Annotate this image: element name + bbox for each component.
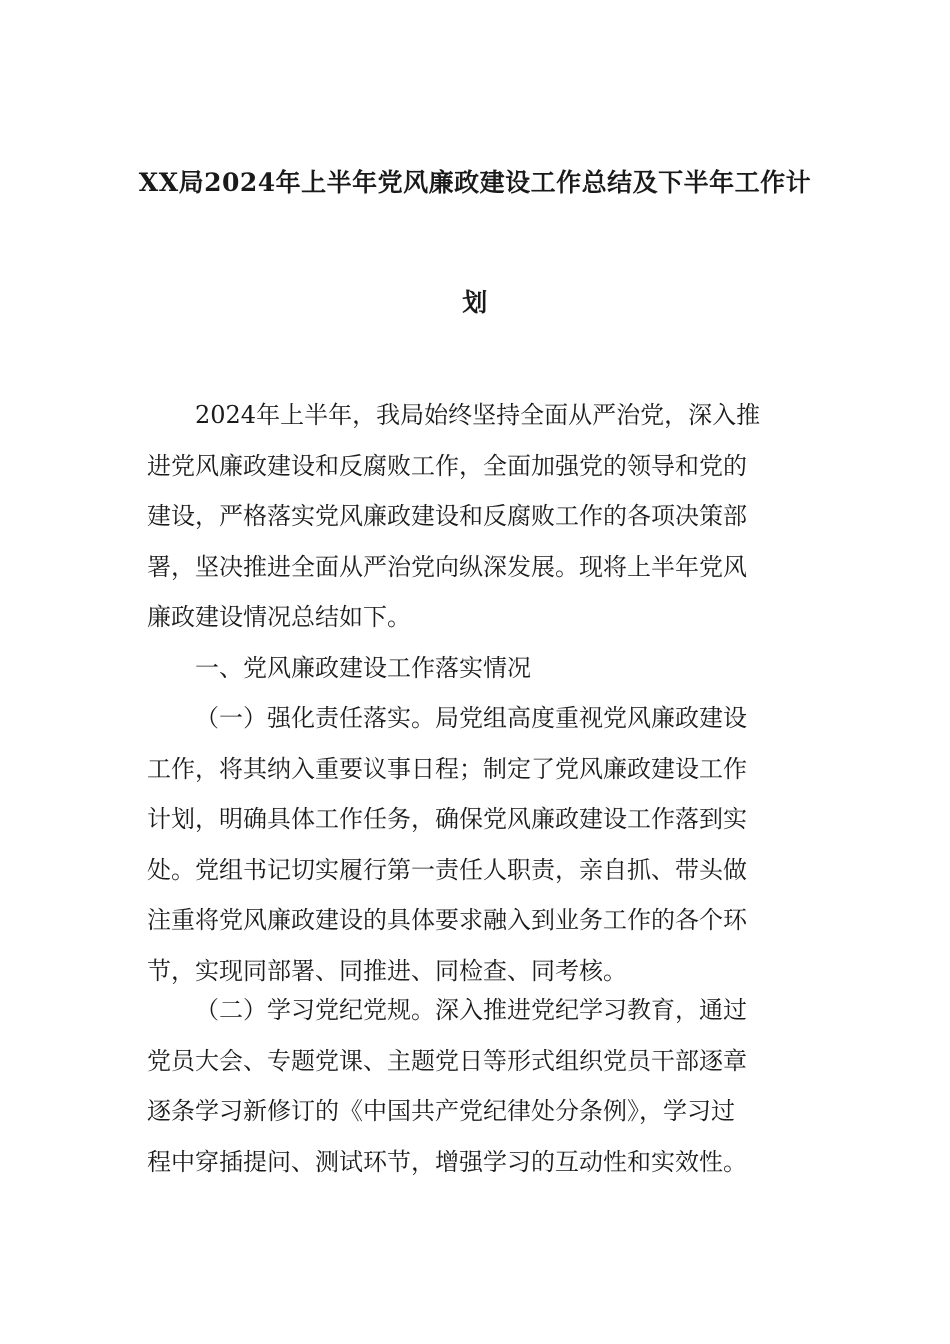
intro-line: 廉政建设情况总结如下。 xyxy=(147,603,411,631)
document-title-line-2: 划 xyxy=(462,288,488,317)
subsection-1-line: （一）强化责任落实。局党组高度重视党风廉政建设 xyxy=(195,704,747,732)
subsection-2-line: （二）学习党纪党规。深入推进党纪学习教育，通过 xyxy=(195,996,747,1024)
subsection-2-line: 党员大会、专题党课、主题党日等形式组织党员干部逐章 xyxy=(147,1046,747,1075)
document-title-line-1: XX局2024年上半年党风廉政建设工作总结及下半年工作计 xyxy=(138,168,812,197)
subsection-1-line: 节，实现同部署、同推进、同检查、同考核。 xyxy=(147,956,627,985)
subsection-2-paragraph xyxy=(147,985,817,1187)
subsection-2-line: 逐条学习新修订的《中国共产党纪律处分条例》，学习过 xyxy=(147,1097,735,1125)
subsection-1-line: 处。党组书记切实履行第一责任人职责，亲自抓、带头做 xyxy=(147,855,747,884)
subsection-1-line: 计划，明确具体工作任务，确保党风廉政建设工作落到实 xyxy=(147,805,747,833)
intro-line: 2024年上半年，我局始终坚持全面从严治党，深入推 xyxy=(195,401,761,429)
subsection-1-line: 注重将党风廉政建设的具体要求融入到业务工作的各个环 xyxy=(147,906,747,934)
intro-line: 进党风廉政建设和反腐败工作，全面加强党的领导和党的 xyxy=(147,451,747,480)
subsection-1-line: 工作，将其纳入重要议事日程；制定了党风廉政建设工作 xyxy=(147,754,747,783)
subsection-1-paragraph xyxy=(147,693,817,996)
intro-line: 署，坚决推进全面从严治党向纵深发展。现将上半年党风 xyxy=(147,552,747,581)
intro-paragraph xyxy=(147,390,817,643)
intro-line: 建设，严格落实党风廉政建设和反腐败工作的各项决策部 xyxy=(147,502,747,530)
section-heading-text: 一、党风廉政建设工作落实情况 xyxy=(195,654,531,682)
section-heading xyxy=(147,643,817,694)
subsection-2-line: 程中穿插提问、测试环节，增强学习的互动性和实效性。 xyxy=(147,1147,747,1176)
